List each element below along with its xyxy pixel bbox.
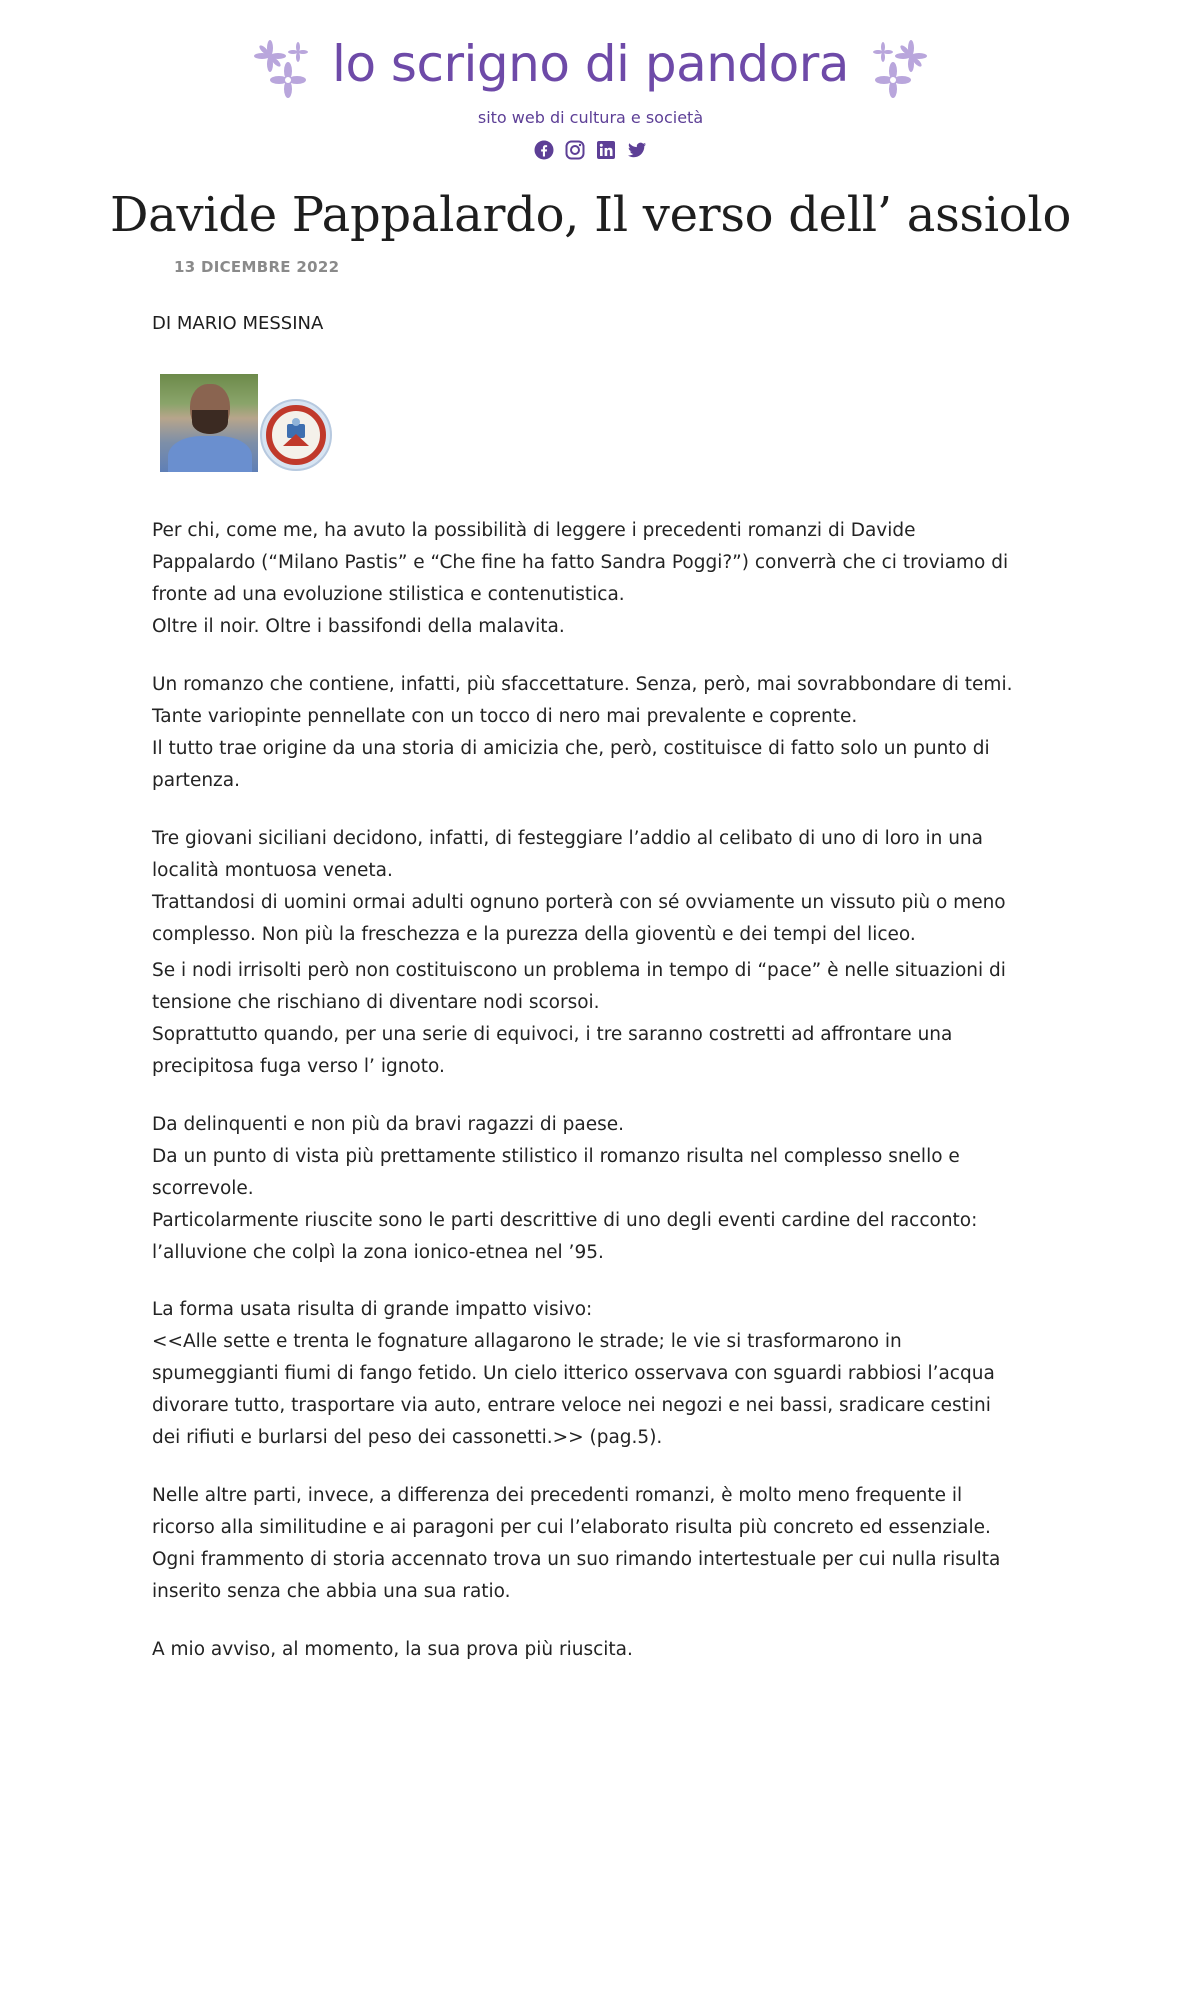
instagram-icon [565,140,585,160]
site-header [0,30,1181,160]
text-line: La forma usata risulta di grande impatto visivo: [152,1299,593,1320]
paragraph [152,1294,1022,1454]
paragraph [152,823,1022,951]
text-line: Per chi, come me, ha avuto la possibilità di leggere i precedenti romanzi di Davide Pappalardo (“Milano Pastis” e “Che fine ha fatto Sandra Poggi?”) converrà che ci troviamo di fronte ad una evoluzione stilistica e contenutistica. [152,520,1009,605]
text-line: Soprattutto quando, per una serie di equivoci, i tre saranno costretti ad affrontare una precipitosa fuga verso l’ ignoto. [152,1024,953,1077]
text-line: Un romanzo che contiene, infatti, più sfaccettature. Senza, però, mai sovrabbondare di temi. [152,674,1013,695]
paragraph [152,515,1022,643]
flower-decoration-icon [871,40,927,100]
site-seal-logo [259,398,333,472]
linkedin-icon [596,140,616,160]
text-line: Da un punto di vista più prettamente stilistico il romanzo risulta nel complesso snello e scorrevole. [152,1146,960,1199]
facebook-link[interactable] [534,140,554,160]
site-tagline: sito web di cultura e società [477,108,704,127]
text-line: A mio avviso, al momento, la sua prova più riuscita. [152,1639,633,1660]
flower-decoration-icon [254,40,310,100]
post-date: 13 DICEMBRE 2022 [174,258,340,276]
post-byline: DI MARIO MESSINA [152,313,324,334]
quote-text: <<Alle sette e trenta le fognature allagarono le strade; le vie si trasformarono in spumeggianti fiumi di fango fetido. Un cielo itterico osservava con sguardi rabbiosi l’acqua divorare tutto, trasportare via auto, entrare veloce nei negozi e nei bassi, sradicare cestini dei rifiuti e burlarsi del peso dei cassonetti.>> (pag.5). [152,1331,995,1448]
text-line: Oltre il noir. Oltre i bassifondi della malavita. [152,616,565,637]
text-line: Tante variopinte pennellate con un tocco di nero mai prevalente e coprente. [152,706,858,727]
facebook-icon [534,140,554,160]
twitter-link[interactable] [627,140,647,160]
linkedin-link[interactable] [596,140,616,160]
post-title: Davide Pappalardo, Il verso dell’ assiolo [109,187,1072,243]
text-line: Particolarmente riuscite sono le parti descrittive di uno degli eventi cardine del racconto: l’alluvione che colpì la zona ionico-etnea nel ’95. [152,1210,978,1263]
paragraph [152,1634,1022,1666]
paragraph [152,1109,1022,1269]
paragraph [152,1480,1022,1608]
text-line: Da delinquenti e non più da bravi ragazzi di paese. [152,1114,625,1135]
text-line: Nelle altre parti, invece, a differenza dei precedenti romanzi, è molto meno frequente il ricorso alla similitudine e ai paragoni per cui l’elaborato risulta più concreto ed essenziale. [152,1485,991,1538]
instagram-link[interactable] [565,140,585,160]
site-title-link[interactable]: lo scrigno di pandora [332,35,849,93]
text-line: Ogni frammento di storia accennato trova un suo rimando intertestuale per cui nulla risulta inserito senza che abbia una sua ratio. [152,1549,1001,1602]
twitter-icon [627,140,647,160]
text-line: Se i nodi irrisolti però non costituiscono un problema in tempo di “pace” è nelle situazioni di tensione che rischiano di diventare nodi scorsoi. [152,960,1006,1013]
text-line: Trattandosi di uomini ormai adulti ognuno porterà con sé ovviamente un vissuto più o meno complesso. Non più la freschezza e la purezza della gioventù e dei tempi del liceo. [152,892,1006,945]
social-links [0,140,1181,160]
author-photo [160,374,258,472]
paragraph [152,955,1022,1083]
brand-row [0,30,1181,110]
paragraph [152,669,1022,797]
text-line: Tre giovani siciliani decidono, infatti, di festeggiare l’addio al celibato di uno di loro in una località montuosa veneta. [152,828,983,881]
text-line: Il tutto trae origine da una storia di amicizia che, però, costituisce di fatto solo un punto di partenza. [152,738,990,791]
